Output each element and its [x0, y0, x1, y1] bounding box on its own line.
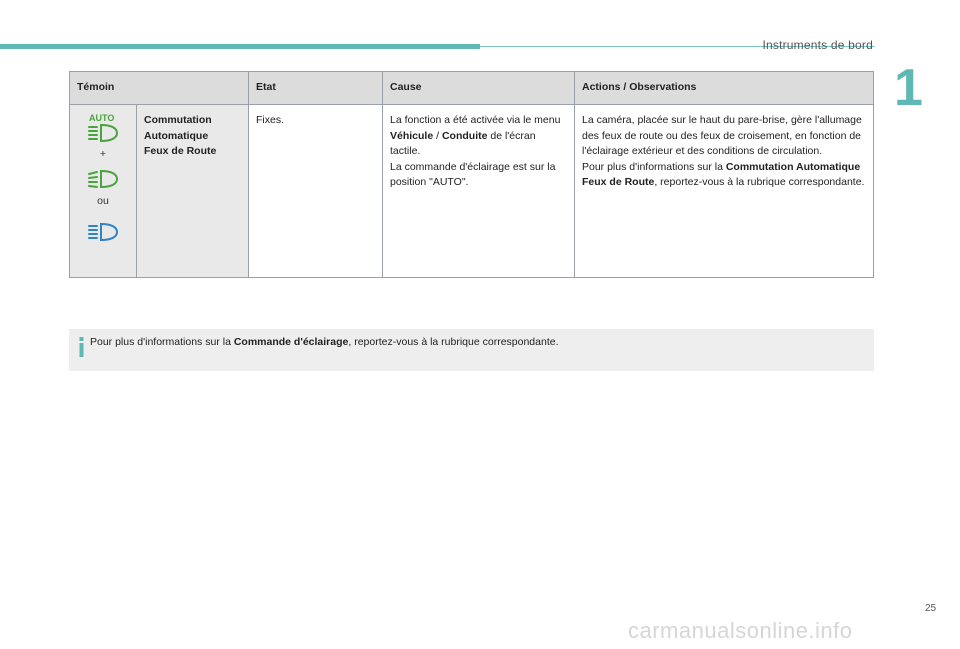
high-beam-blue-icon [83, 221, 123, 243]
indicator-icons-cell [70, 105, 137, 278]
info-note-post: , reportez-vous à la rubrique correspondante. [348, 336, 559, 348]
table-header-row [70, 72, 874, 105]
cause-text-1: La fonction a été activée via le menu [390, 114, 561, 126]
cause-text-2: de l'écran tactile. [390, 129, 536, 157]
cause-menu-conduite: Conduite [441, 129, 488, 142]
info-icon [79, 337, 85, 357]
actions-link-text: Commutation Automatique Feux de Route [582, 160, 861, 188]
info-note [69, 329, 874, 371]
header-accent-bar [0, 44, 480, 49]
page-number: 25 [925, 603, 937, 614]
indicator-table [69, 71, 874, 278]
indicator-name-line-1: Commutation [144, 114, 212, 126]
header-actions: Actions / Observations [575, 72, 874, 105]
actions-cell [575, 105, 874, 278]
cause-text-3: La commande d'éclairage est sur la position "AUTO". [390, 160, 556, 188]
actions-text-2: Pour plus d'informations sur la [582, 160, 726, 173]
cause-separator: / [433, 129, 442, 142]
indicator-name-cell [137, 105, 249, 278]
info-note-pre: Pour plus d'informations sur la [90, 336, 234, 348]
info-note-text [90, 336, 559, 348]
header-etat: Etat [249, 72, 383, 105]
chapter-number: 1 [894, 59, 923, 117]
etat-cell: Fixes. [249, 105, 383, 278]
high-beam-green-icon [83, 168, 123, 190]
cause-cell [383, 105, 575, 278]
indicator-name-line-3: Feux de Route [144, 145, 217, 157]
info-note-bold: Commande d'éclairage [233, 336, 349, 348]
auto-high-beam-icon [83, 113, 123, 143]
cause-menu-vehicule: Véhicule [390, 129, 434, 142]
plus-sign: + [99, 148, 107, 160]
table-row [70, 105, 874, 278]
header-temoin: Témoin [70, 72, 249, 105]
indicator-name-line-2: Automatique [144, 129, 209, 142]
or-label: ou [97, 194, 109, 207]
watermark: carmanualsonline.info [628, 618, 853, 643]
actions-text-3: , reportez-vous à la rubrique correspondante. [654, 176, 865, 188]
auto-label: AUTO [89, 113, 115, 123]
section-title: Instruments de bord [762, 38, 873, 52]
actions-text-1: La caméra, placée sur le haut du pare-brise, gère l'allumage des feux de route ou des feux de croisement, en fonction de l'éclairage extérieur et des conditions de circulation. [582, 114, 862, 157]
header-cause: Cause [383, 72, 575, 105]
